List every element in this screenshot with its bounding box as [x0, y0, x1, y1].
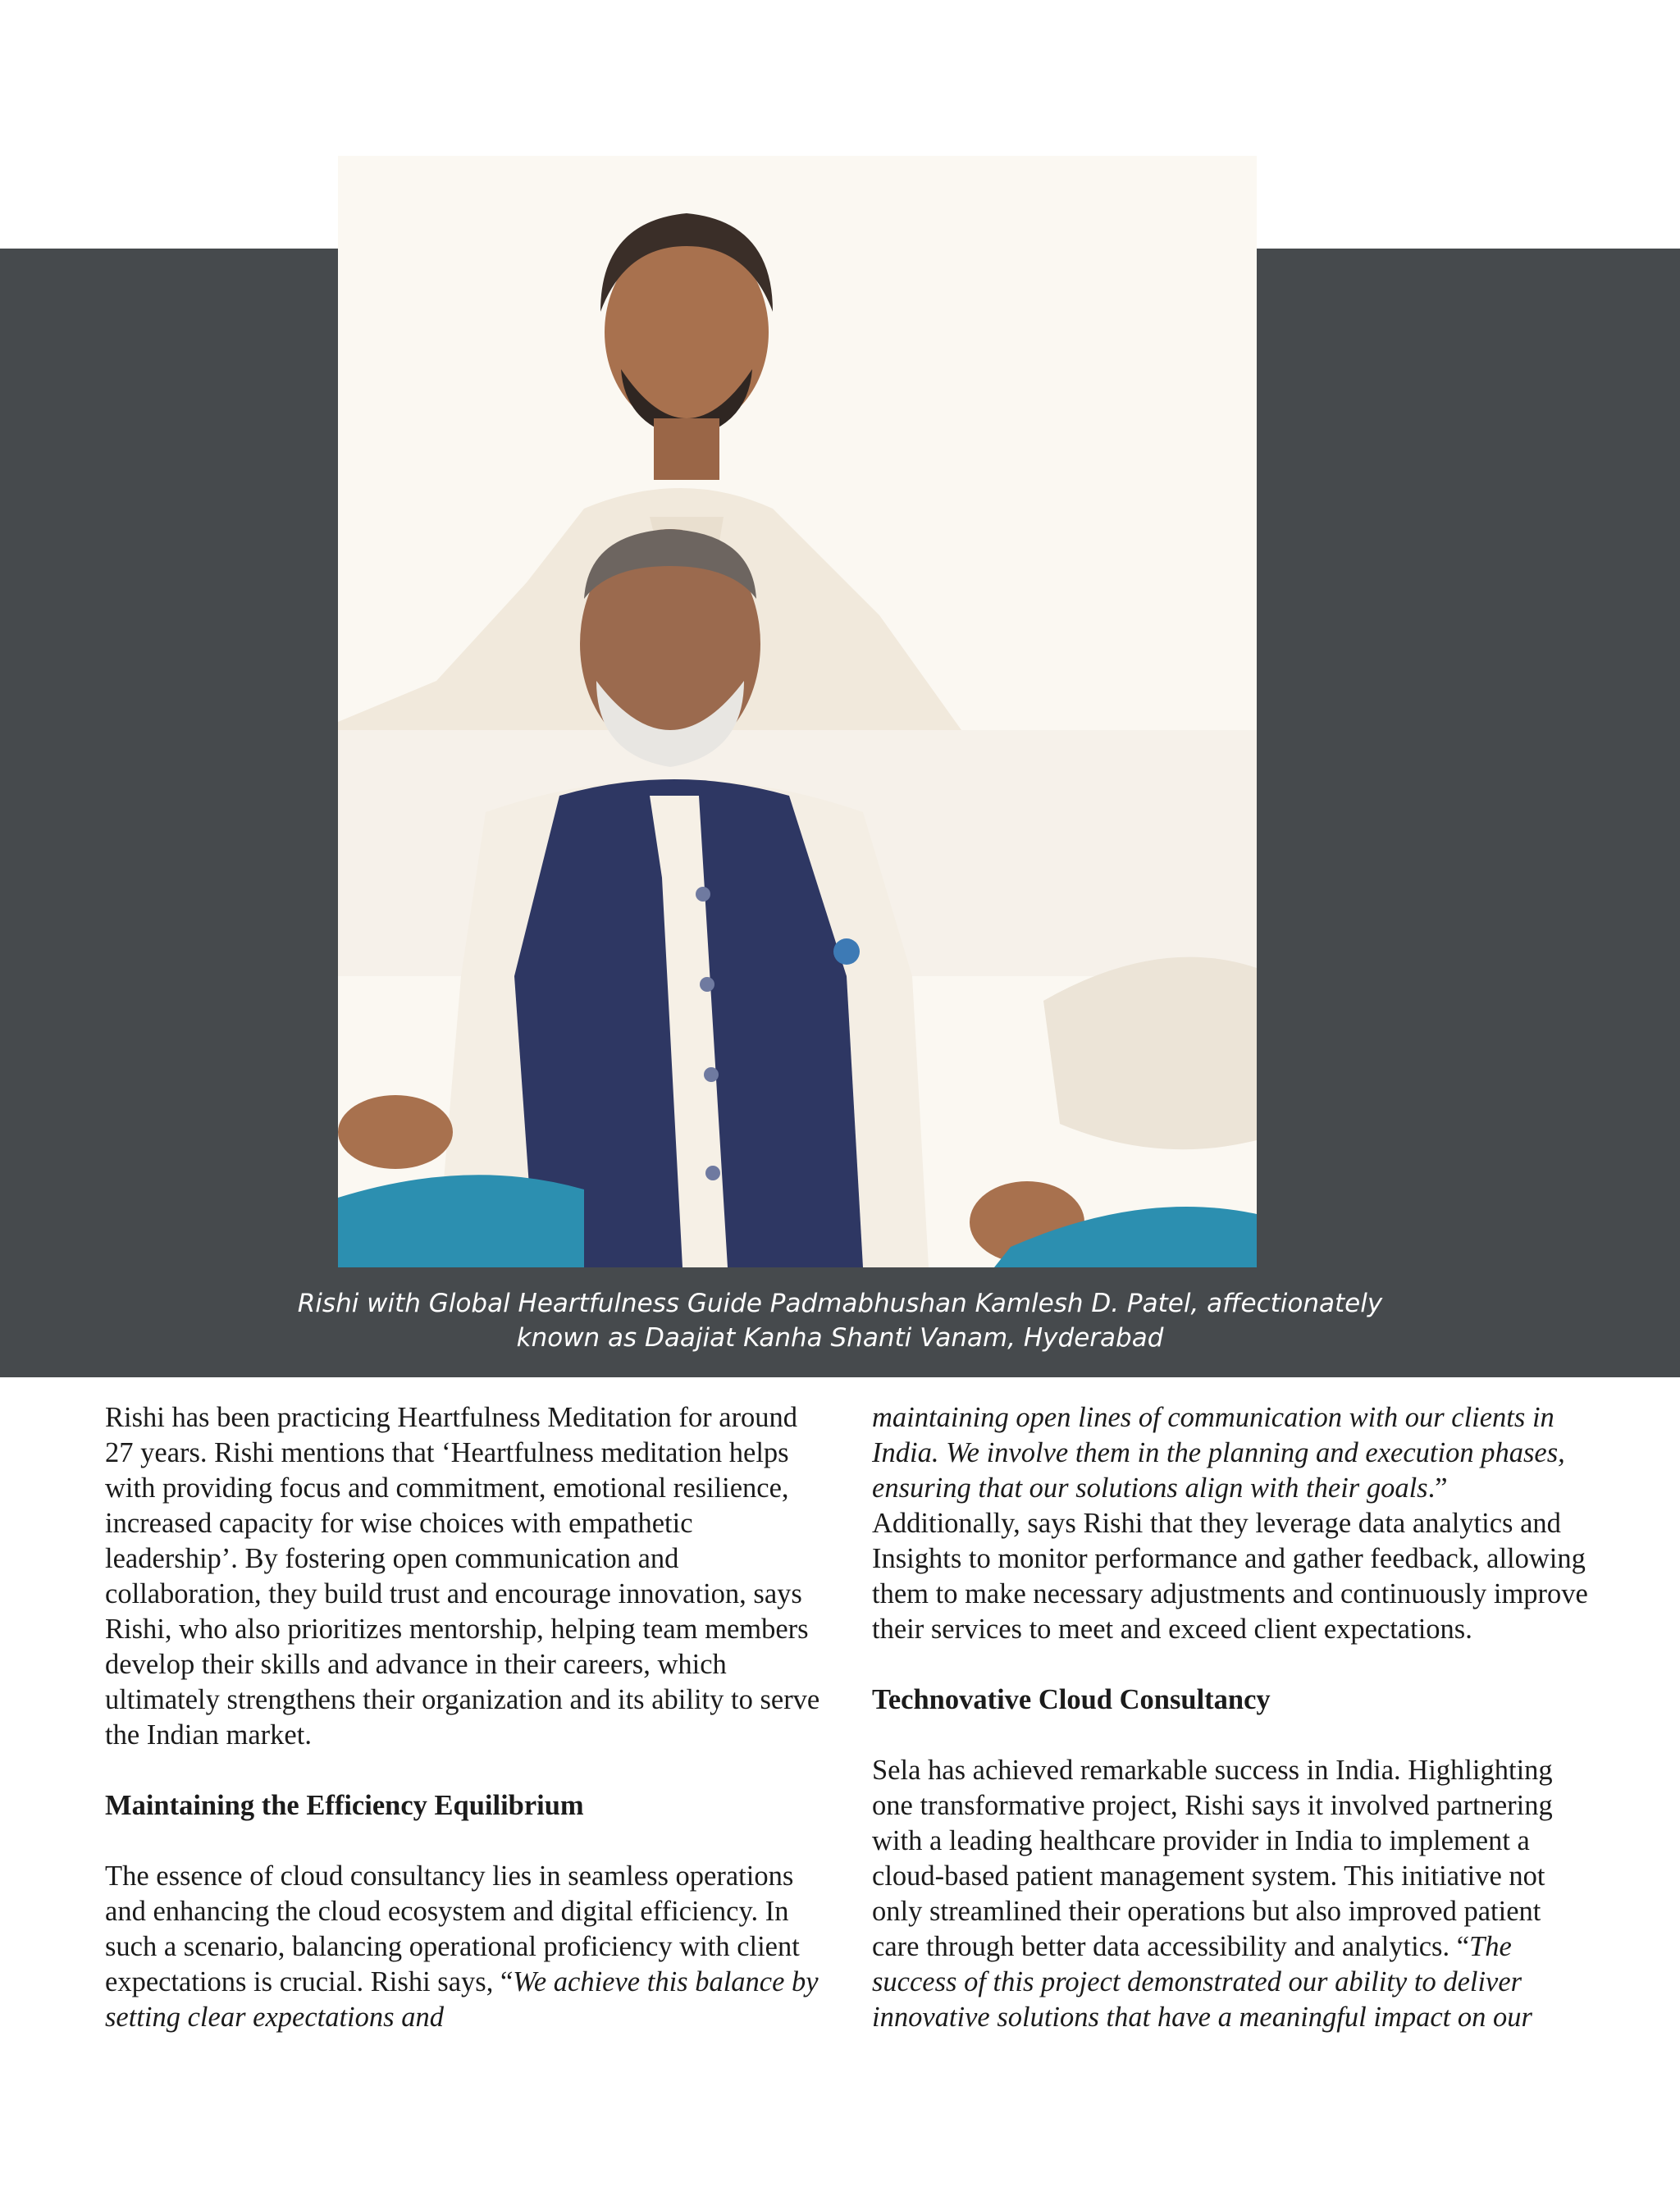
- photo-caption: [0, 1286, 1680, 1355]
- left-paragraph-1: Rishi has been practicing Heartfulness Meditation for around 27 years. Rishi mentions that ‘Heartfulness meditation helps with providing focus and commitment, emotional resilience, increased capacity for wise choices with empathetic leadership’. By fostering open communication and collaboration, they build trust and encourage innovation, says Rishi, who also prioritizes mentorship, helping team members develop their skills and advance in their careers, which ultimately strengthens their organization and its ability to serve the Indian market.: [105, 1402, 820, 1751]
- right-paragraph-2: [872, 1753, 1594, 2035]
- right-paragraph-2-text: Sela has achieved remarkable success in India. Highlighting one transformative project, Rishi says it involved partnering with a leading healthcare provider in India to implement a cloud-based patient management system. This initiative not only streamlined their operations but also improved patient care through better data accessibility and analytics. “: [872, 1755, 1553, 1962]
- right-paragraph-1: [872, 1400, 1594, 1647]
- section-heading-technovative: Technovative Cloud Consultancy: [872, 1684, 1271, 1715]
- caption-line-1: Rishi with Global Heartfulness Guide Padmabhushan Kamlesh D. Patel, affectionately: [297, 1289, 1383, 1318]
- left-paragraph-2-text: The essence of cloud consultancy lies in seamless operations and enhancing the cloud ecosystem and digital efficiency. In such a scenario, balancing operational proficiency with client expectations is crucial. Rishi says, “: [105, 1860, 800, 1997]
- photo-illustration: [338, 156, 1257, 1267]
- right-paragraph-1-text: .” Additionally, says Rishi that they leverage data analytics and Insights to monitor performance and gather feedback, allowing them to make necessary adjustments and continuously improve their services to meet and exceed client expectations.: [872, 1472, 1588, 1645]
- right-column: [872, 1400, 1594, 2035]
- caption-line-2: known as Daajiat Kanha Shanti Vanam, Hyderabad: [516, 1323, 1164, 1353]
- left-column: [105, 1400, 827, 2035]
- feature-photo: [338, 156, 1257, 1267]
- right-paragraph-1-quote: maintaining open lines of communication with our clients in India. We involve them in the planning and execution phases, ensuring that our solutions align with their goals: [872, 1402, 1565, 1504]
- section-heading-efficiency: Maintaining the Efficiency Equilibrium: [105, 1790, 584, 1821]
- right-paragraph-2-quote: The success of this project demonstrated our ability to deliver innovative solutions that have a meaningful impact on our: [872, 1931, 1532, 2033]
- left-paragraph-2: [105, 1859, 827, 2035]
- left-paragraph-2-quote: We achieve this balance by setting clear expectations and: [105, 1966, 819, 2033]
